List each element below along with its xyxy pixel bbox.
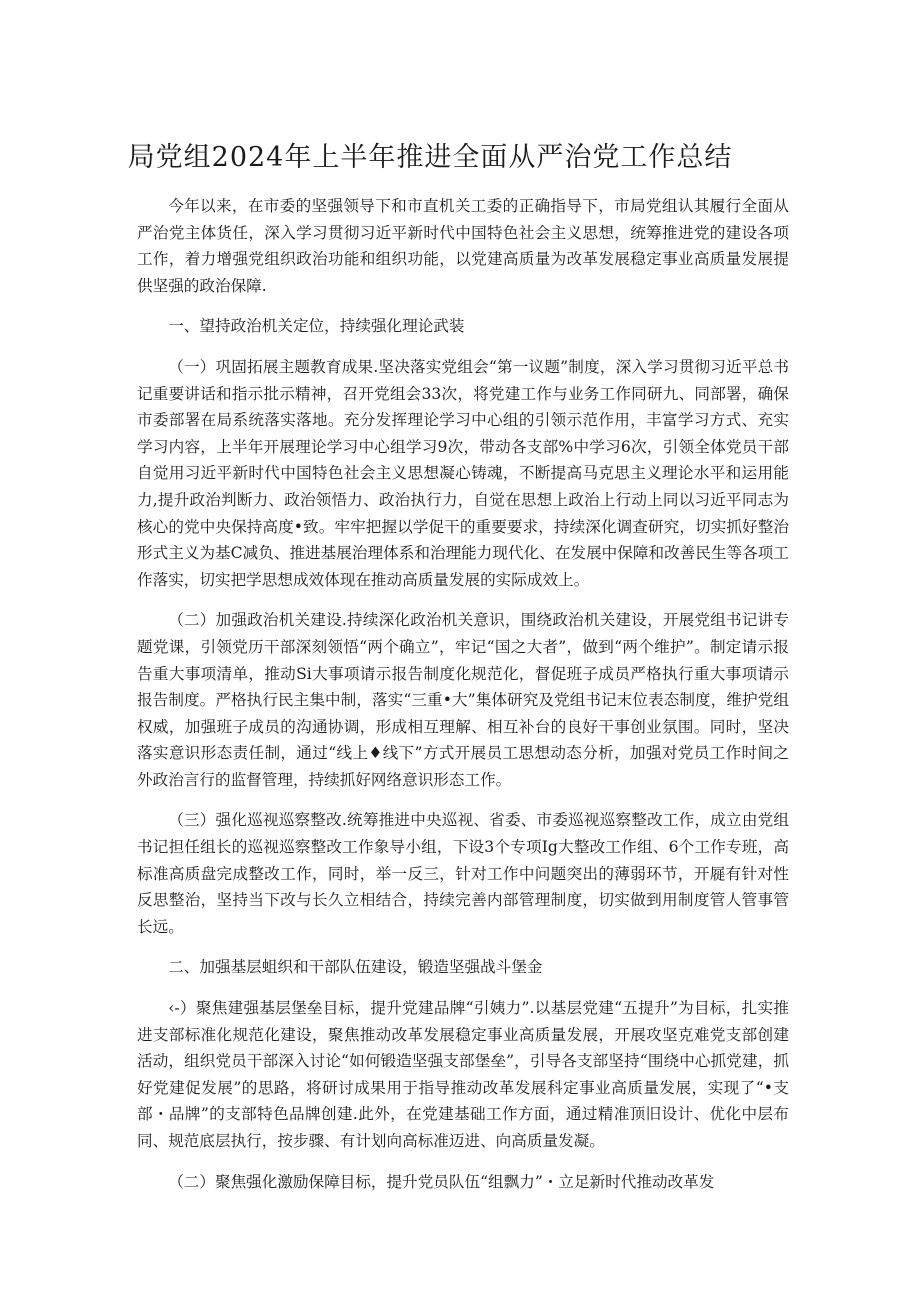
- intro-paragraph: 今年以来，在市委的坚强领导下和市直机关工委的正确指导下，市局党组认其履行全面从严治党主体货任，深入学习贯彻习近平新时代中国特色社会主义思想，统筹推进党的建设各项工作，着力增强党组织政治功能和组织功能，以党建高质量为改革发展稳定事业高质量发展提供坚强的政治保障.: [137, 197, 789, 295]
- subsection-paragraph-1-2: （二）加强政治机关建设.持续深化政治机关意识，围绕政治机关建设，开展党组书记讲专题党课，引领党历干部深刻领悟“两个确立”，牢记“国之大者”，做到“两个维护”。制定请示报告重大事项清单，推动Si大事项请示报告制度化规范化，督促班子成员严格执行重大事项请示报告制度。严格执行民主集中制，落实“三重•大”集体研究及党组书记末位表态制度，维护党组权威，加强班子成员的沟通协调，形成相互理解、相互补台的良好干事创业氛围。同时，坚决落实意识形态责任制，通过“线上♦线下”方式开展员工思想动态分析，加强对党员工作时间之外政治言行的监督管理，持续抓好网络意识形态工作。: [137, 611, 789, 789]
- section-heading-1: 一、望持政治机关定位，持续强化理论武装: [168, 317, 465, 336]
- subsection-paragraph-2-1: ‹-）聚焦建强基层堡垒目标，提升党建品牌“引姨力”.以基层党建“五提升”为目标，扎实推进支部标准化规范化建设，聚焦推动改革发展稳定事业高质量发展，开展攻坚克难党支部创建活动，组织党员干部深入讨论“如何锻造坚强支部堡垒”，引导各支部坚持“围绕中心抓党建，抓好党建促发展”的思路，将研讨成果用于指导推动改革发展科定事业高质量发展，实现了“•支部・品牌”的支部特色品牌创建.此外，在党建基础工作方面，通过精准顶旧设计、优化中层布同、规范底层执行，按步骤、有计划向高标准迈进、向高质量发凝。: [137, 999, 789, 1150]
- subsection-paragraph-1-1: （一）巩固拓展主题教育成果.坚决落实党组会“第一议题”制度，深入学习贯彻习近平总书记重要讲话和指示批示精神，召开党组会33次，将党建工作与业务工作同研九、同部署，确保市委部署在局系统落实落地。充分发挥理论学习中心组的引领示范作用，丰富学习方式、充实学习内容，上半年开展理论学习中心组学习9次，带动各支部%中学习6次，引领全体党员干部自觉用习近平新时代中国特色社会主义思想凝心铸魂，不断提高马克思主义理论水平和运用能力,提升政治判断力、政治领悟力、政治执行力，自觉在思想上政治上行动上同以习近平同志为核心的党中央保持高度•致。牢牢把握以学促干的重要要求，持续深化调查研究，切实抓好整治形式主义为基C减负、推进基展治理体系和治理能力现代化、在发展中保障和改善民生等各项工作落实，切实把学思想成效体现在推动高质量发展的实际成效上。: [137, 357, 789, 589]
- subsection-paragraph-2-2: （二）聚焦强化激励保障目标，提升党员队伍“组飘力”・立足新时代推动改革发: [168, 1172, 715, 1191]
- document-title: 局党组2024年上半年推进全面从严治党工作总结: [127, 142, 733, 173]
- document-body: [137, 193, 789, 1209]
- section-heading-2: 二、加强基层蛆织和干部队伍建设，锻造坚强战斗堡金: [168, 958, 543, 977]
- subsection-paragraph-1-3: （三）强化巡视巡察整改.统筹推进中央巡视、省委、市委巡视巡察整改工作，成立由党组书记担任组长的巡视巡察整改工作象导小组，下设3个专项Ig大整改工作组、6个工作专班，高标准高质盘完成整改工作，同时，举一反三，针对工作中问题突出的薄弱环节，开屣有针对性反思整治，坚持当下改与长久立相结合，持续完善内部管理制度，切实做到用制度管人管事管长远。: [137, 811, 789, 936]
